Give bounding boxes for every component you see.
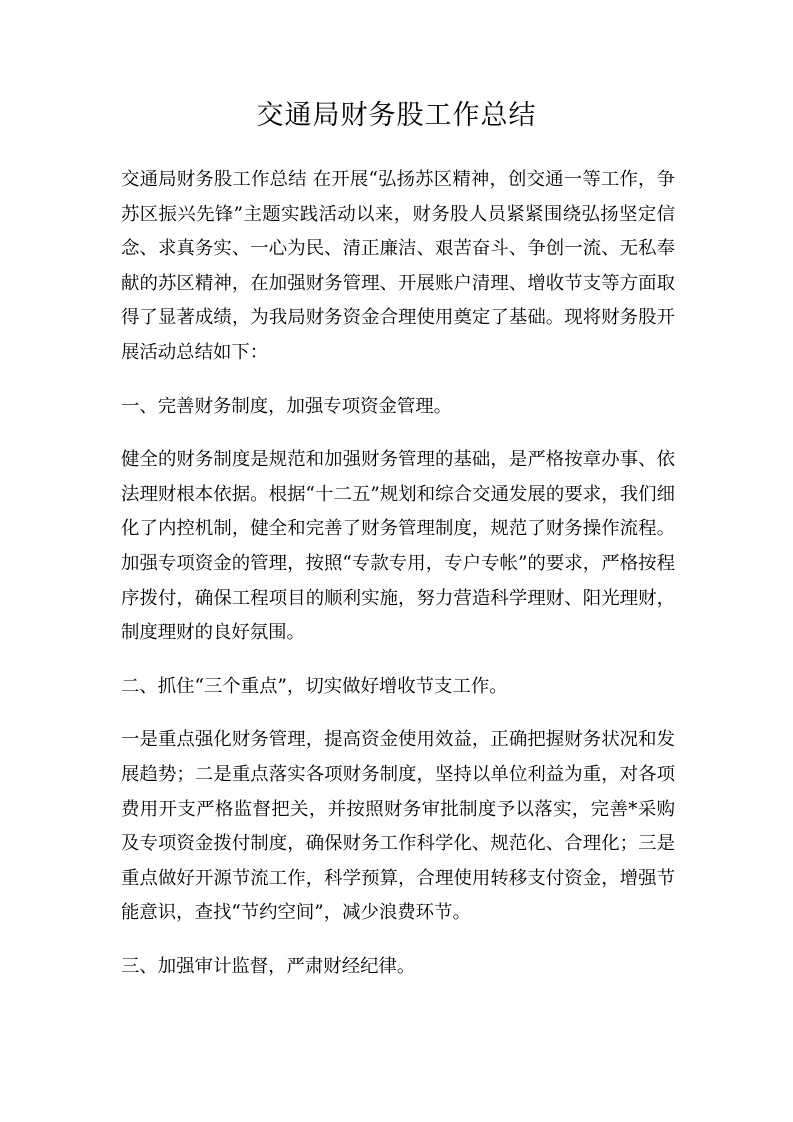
section-2-paragraph: 一是重点强化财务管理，提高资金使用效益，正确把握财务状况和发展趋势；二是重点落实各项财务制度，坚持以单位利益为重，对各项费用开支严格监督把关，并按照财务审批制度予以落实，完善*采购及专项资金拨付制度，确保财务工作科学化、规范化、合理化；三是重点做好开源节流工作，科学预算，合理使用转移支付资金，增强节能意识，查找“节约空间”，减少浪费环节。: [121, 729, 675, 924]
section-1-heading: 一、完善财务制度，加强专项资金管理。: [121, 395, 453, 417]
section-3-heading: 三、加强审计监督，严肃财经纪律。: [121, 955, 416, 977]
section-2-heading: 二、抓住“三个重点”，切实做好增收节支工作。: [121, 675, 508, 697]
intro-paragraph: 交通局财务股工作总结 在开展“弘扬苏区精神，创交通一等工作，争苏区振兴先锋”主题实践活动以来，财务股人员紧紧围绕弘扬坚定信念、求真务实、一心为民、清正廉洁、艰苦奋斗、争创一流、无私奉献的苏区精神，在加强财务管理、开展账户清理、增收节支等方面取得了显著成绩，为我局财务资金合理使用奠定了基础。现将财务股开展活动总结如下：: [121, 169, 675, 363]
section-1-paragraph: 健全的财务制度是规范和加强财务管理的基础，是严格按章办事、依法理财根本依据。根据“十二五”规划和综合交通发展的要求，我们细化了内控机制，健全和完善了财务管理制度，规范了财务操作流程。加强专项资金的管理，按照“专款专用，专户专帐”的要求，严格按程序拨付，确保工程项目的顺利实施，努力营造科学理财、阳光理财，制度理财的良好氛围。: [121, 449, 675, 644]
document-title: 交通局财务股工作总结: [256, 100, 537, 131]
document-body: [121, 163, 675, 1003]
